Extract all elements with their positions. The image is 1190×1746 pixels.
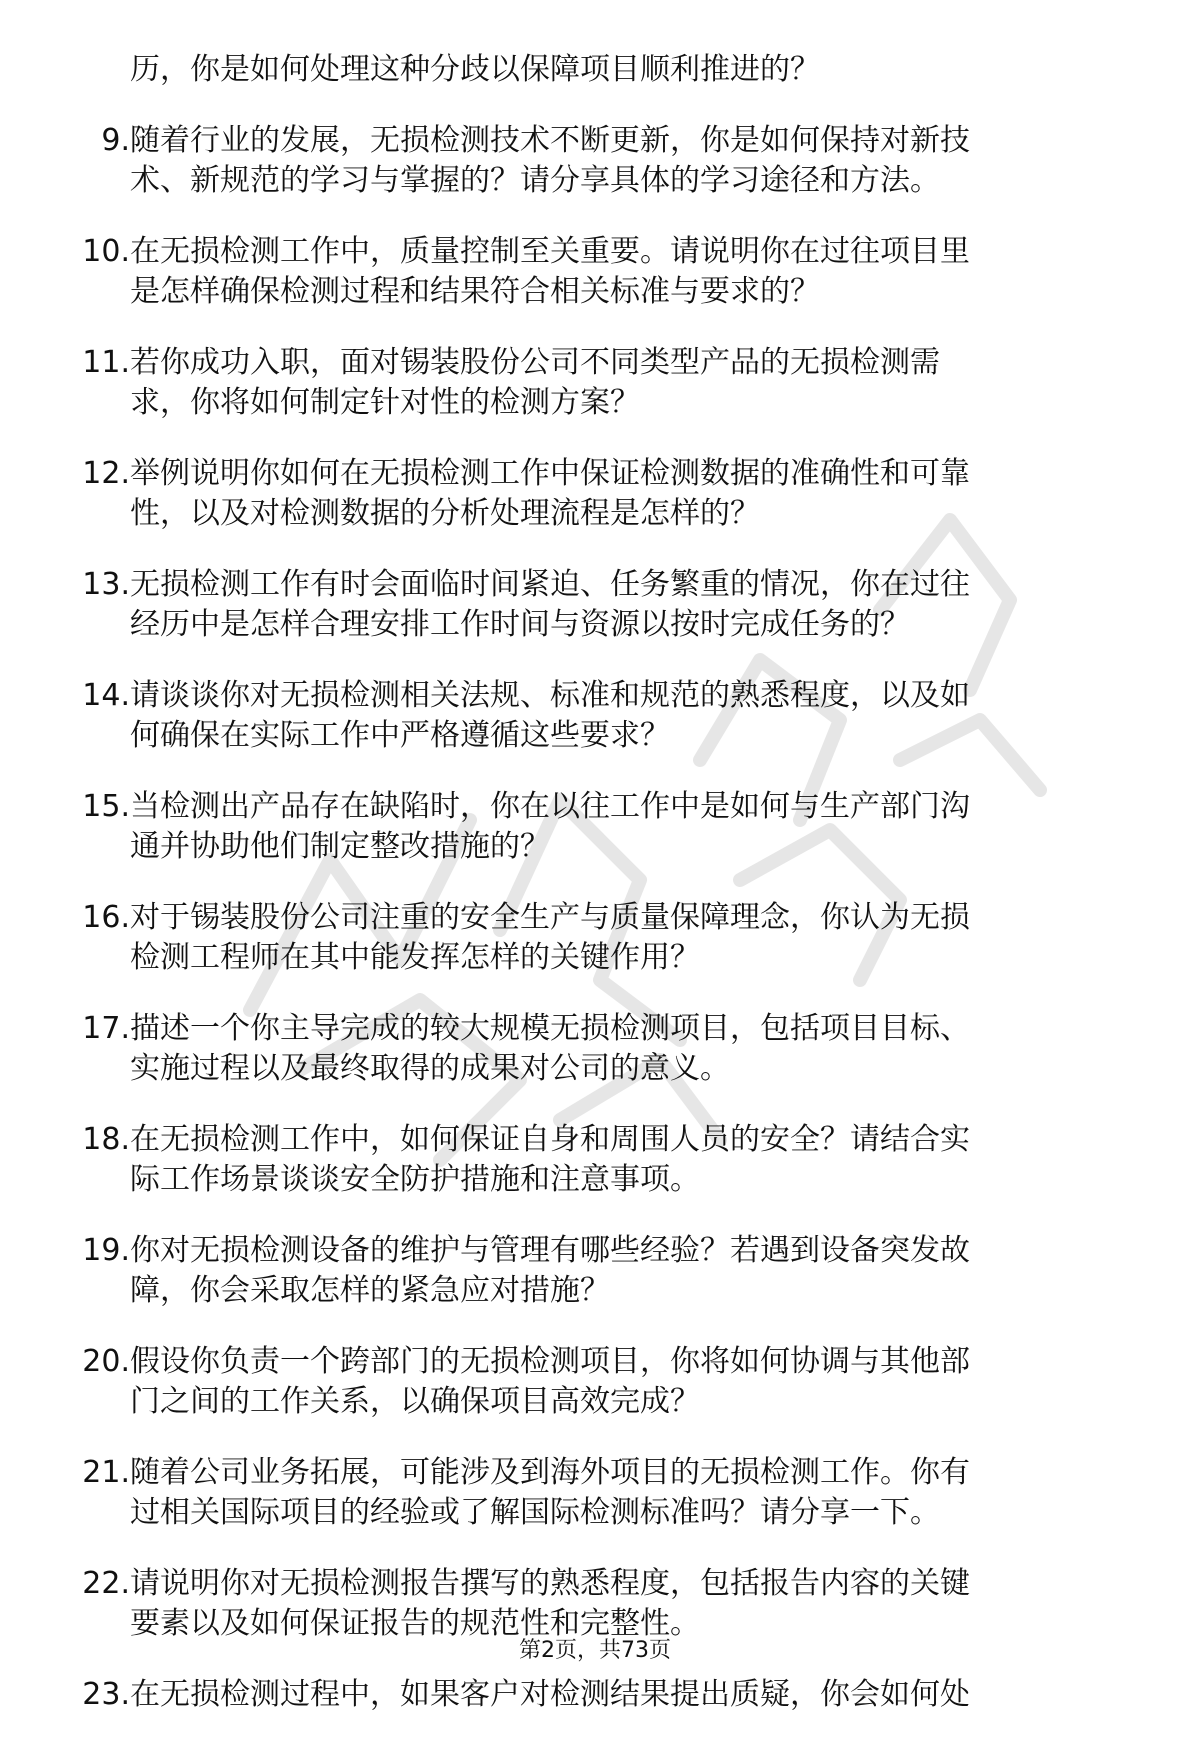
question-number: 9. [101, 123, 130, 158]
question-text: 你对无损检测设备的维护与管理有哪些经验？若遇到设备突发故 障，你会采取怎样的紧急应对措施？ [130, 1233, 970, 1308]
question-text: 请说明你对无损检测报告撰写的熟悉程度，包括报告内容的关键 要素以及如何保证报告的规范性和完整性。 [130, 1566, 970, 1641]
list-item [0, 898, 1190, 978]
page-number: 第2页，共73页 [519, 1638, 671, 1663]
question-text: 假设你负责一个跨部门的无损检测项目，你将如何协调与其他部 门之间的工作关系，以确保项目高效完成？ [130, 1344, 970, 1419]
question-number: 21. [82, 1455, 130, 1490]
question-text: 当检测出产品存在缺陷时，你在以往工作中是如何与生产部门沟 通并协助他们制定整改措施的？ [130, 789, 970, 864]
question-number: 23. [82, 1677, 130, 1712]
question-text: 对于锡装股份公司注重的安全生产与质量保障理念，你认为无损 检测工程师在其中能发挥怎样的关键作用？ [130, 900, 970, 975]
question-number: 15. [82, 789, 130, 824]
question-number: 16. [82, 900, 130, 935]
question-list [0, 50, 1190, 1746]
question-text: 在无损检测过程中，如果客户对检测结果提出质疑，你会如何处 [130, 1677, 970, 1712]
question-number: 11. [82, 345, 130, 380]
list-item [0, 1675, 1190, 1715]
question-number: 12. [82, 456, 130, 491]
list-item [0, 1231, 1190, 1311]
question-number: 17. [82, 1011, 130, 1046]
question-text: 举例说明你如何在无损检测工作中保证检测数据的准确性和可靠 性，以及对检测数据的分析处理流程是怎样的？ [130, 456, 970, 531]
question-number: 13. [82, 567, 130, 602]
question-text: 在无损检测工作中，如何保证自身和周围人员的安全？请结合实 际工作场景谈谈安全防护措施和注意事项。 [130, 1122, 970, 1197]
list-item [0, 1342, 1190, 1422]
list-item [0, 1009, 1190, 1089]
question-number: 20. [82, 1344, 130, 1379]
page-footer [0, 1637, 1190, 1665]
list-item [0, 1453, 1190, 1533]
question-text: 历，你是如何处理这种分歧以保障项目顺利推进的？ [130, 52, 820, 87]
list-item [0, 1120, 1190, 1200]
list-item [0, 565, 1190, 645]
question-number: 14. [82, 678, 130, 713]
question-number: 22. [82, 1566, 130, 1601]
question-text: 随着公司业务拓展，可能涉及到海外项目的无损检测工作。你有 过相关国际项目的经验或了解国际检测标准吗？请分享一下。 [130, 1455, 970, 1530]
question-text: 描述一个你主导完成的较大规模无损检测项目，包括项目目标、 实施过程以及最终取得的成果对公司的意义。 [130, 1011, 970, 1086]
list-item [0, 676, 1190, 756]
question-text: 随着行业的发展，无损检测技术不断更新，你是如何保持对新技 术、新规范的学习与掌握的？请分享具体的学习途径和方法。 [130, 123, 970, 198]
list-item [0, 787, 1190, 867]
question-number: 18. [82, 1122, 130, 1157]
question-text: 无损检测工作有时会面临时间紧迫、任务繁重的情况，你在过往 经历中是怎样合理安排工作时间与资源以按时完成任务的？ [130, 567, 970, 642]
question-number: 10. [82, 234, 130, 269]
question-text: 若你成功入职，面对锡装股份公司不同类型产品的无损检测需 求，你将如何制定针对性的检测方案？ [130, 345, 940, 420]
list-item [0, 121, 1190, 201]
list-item [0, 454, 1190, 534]
question-number: 19. [82, 1233, 130, 1268]
list-item [0, 1564, 1190, 1644]
list-item [0, 50, 1190, 90]
question-text: 在无损检测工作中，质量控制至关重要。请说明你在过往项目里 是怎样确保检测过程和结果符合相关标准与要求的？ [130, 234, 970, 309]
list-item [0, 232, 1190, 312]
list-item [0, 343, 1190, 423]
question-text: 请谈谈你对无损检测相关法规、标准和规范的熟悉程度，以及如 何确保在实际工作中严格遵循这些要求？ [130, 678, 970, 753]
